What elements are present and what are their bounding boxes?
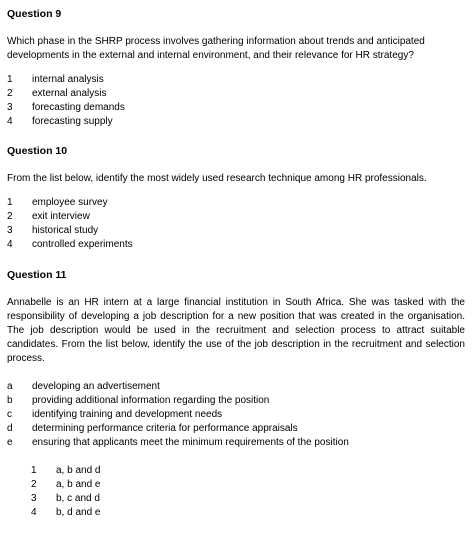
statement-label: providing additional information regarding the position	[32, 395, 270, 406]
statement-label: determining performance criteria for performance appraisals	[32, 423, 298, 434]
statement-b	[7, 394, 465, 408]
statement-letter: e	[7, 437, 13, 448]
option-label: a, b and e	[56, 479, 101, 490]
statement-letter: a	[7, 381, 13, 392]
option-label: a, b and d	[56, 465, 101, 476]
option-1[interactable]	[31, 464, 465, 478]
option-number: 4	[7, 239, 13, 250]
question-9-options	[7, 73, 465, 129]
option-label: forecasting demands	[32, 102, 125, 113]
option-number: 2	[7, 211, 13, 222]
question-11-text: Annabelle is an HR intern at a large financial institution in South Africa. She was tasked with the responsibility of developing a job description for a new position that was created in the organisation. The job description would be used in the recruitment and selection process to attract suitable candidates. From the list below, identify the use of the job description in the recruitment and selection process.	[7, 297, 465, 364]
option-number: 1	[31, 465, 37, 476]
question-11-heading: Question 11	[7, 269, 67, 281]
option-number: 2	[31, 479, 37, 490]
option-label: b, d and e	[56, 507, 101, 518]
option-3[interactable]	[31, 492, 465, 506]
statement-letter: c	[7, 409, 12, 420]
option-label: historical study	[32, 225, 99, 236]
option-number: 1	[7, 74, 13, 85]
option-number: 1	[7, 197, 13, 208]
option-label: exit interview	[32, 211, 90, 222]
question-10	[7, 144, 465, 252]
option-label: internal analysis	[32, 74, 104, 85]
option-label: employee survey	[32, 197, 108, 208]
statement-e	[7, 436, 465, 450]
question-10-text: From the list below, identify the most widely used research technique among HR professionals.	[7, 173, 427, 184]
question-11	[7, 268, 465, 520]
option-number: 2	[7, 88, 13, 99]
option-4[interactable]	[7, 238, 465, 252]
option-label: controlled experiments	[32, 239, 133, 250]
question-9	[7, 7, 465, 129]
question-9-heading: Question 9	[7, 8, 62, 20]
question-10-options	[7, 196, 465, 252]
option-label: b, c and d	[56, 493, 100, 504]
statement-letter: d	[7, 423, 13, 434]
option-2[interactable]	[7, 87, 465, 101]
statement-a	[7, 380, 465, 394]
option-label: forecasting supply	[32, 116, 113, 127]
question-11-statements	[7, 380, 465, 450]
question-11-options	[7, 464, 465, 520]
option-number: 3	[7, 225, 13, 236]
option-1[interactable]	[7, 196, 465, 210]
option-label: external analysis	[32, 88, 107, 99]
statement-label: developing an advertisement	[32, 381, 160, 392]
option-3[interactable]	[7, 224, 465, 238]
question-document	[7, 7, 465, 520]
option-number: 3	[31, 493, 37, 504]
question-9-text: Which phase in the SHRP process involves gathering information about trends and anticipated developments in the external and internal environment, and their relevance for HR strategy?	[7, 36, 425, 61]
statement-label: ensuring that applicants meet the minimum requirements of the position	[32, 437, 349, 448]
statement-c	[7, 408, 465, 422]
option-4[interactable]	[7, 115, 465, 129]
option-4[interactable]	[31, 506, 465, 520]
option-number: 3	[7, 102, 13, 113]
statement-d	[7, 422, 465, 436]
option-3[interactable]	[7, 101, 465, 115]
statement-label: identifying training and development needs	[32, 409, 223, 420]
option-1[interactable]	[7, 73, 465, 87]
option-2[interactable]	[31, 478, 465, 492]
option-number: 4	[31, 507, 37, 518]
statement-letter: b	[7, 395, 13, 406]
option-number: 4	[7, 116, 13, 127]
option-2[interactable]	[7, 210, 465, 224]
question-10-heading: Question 10	[7, 145, 68, 157]
